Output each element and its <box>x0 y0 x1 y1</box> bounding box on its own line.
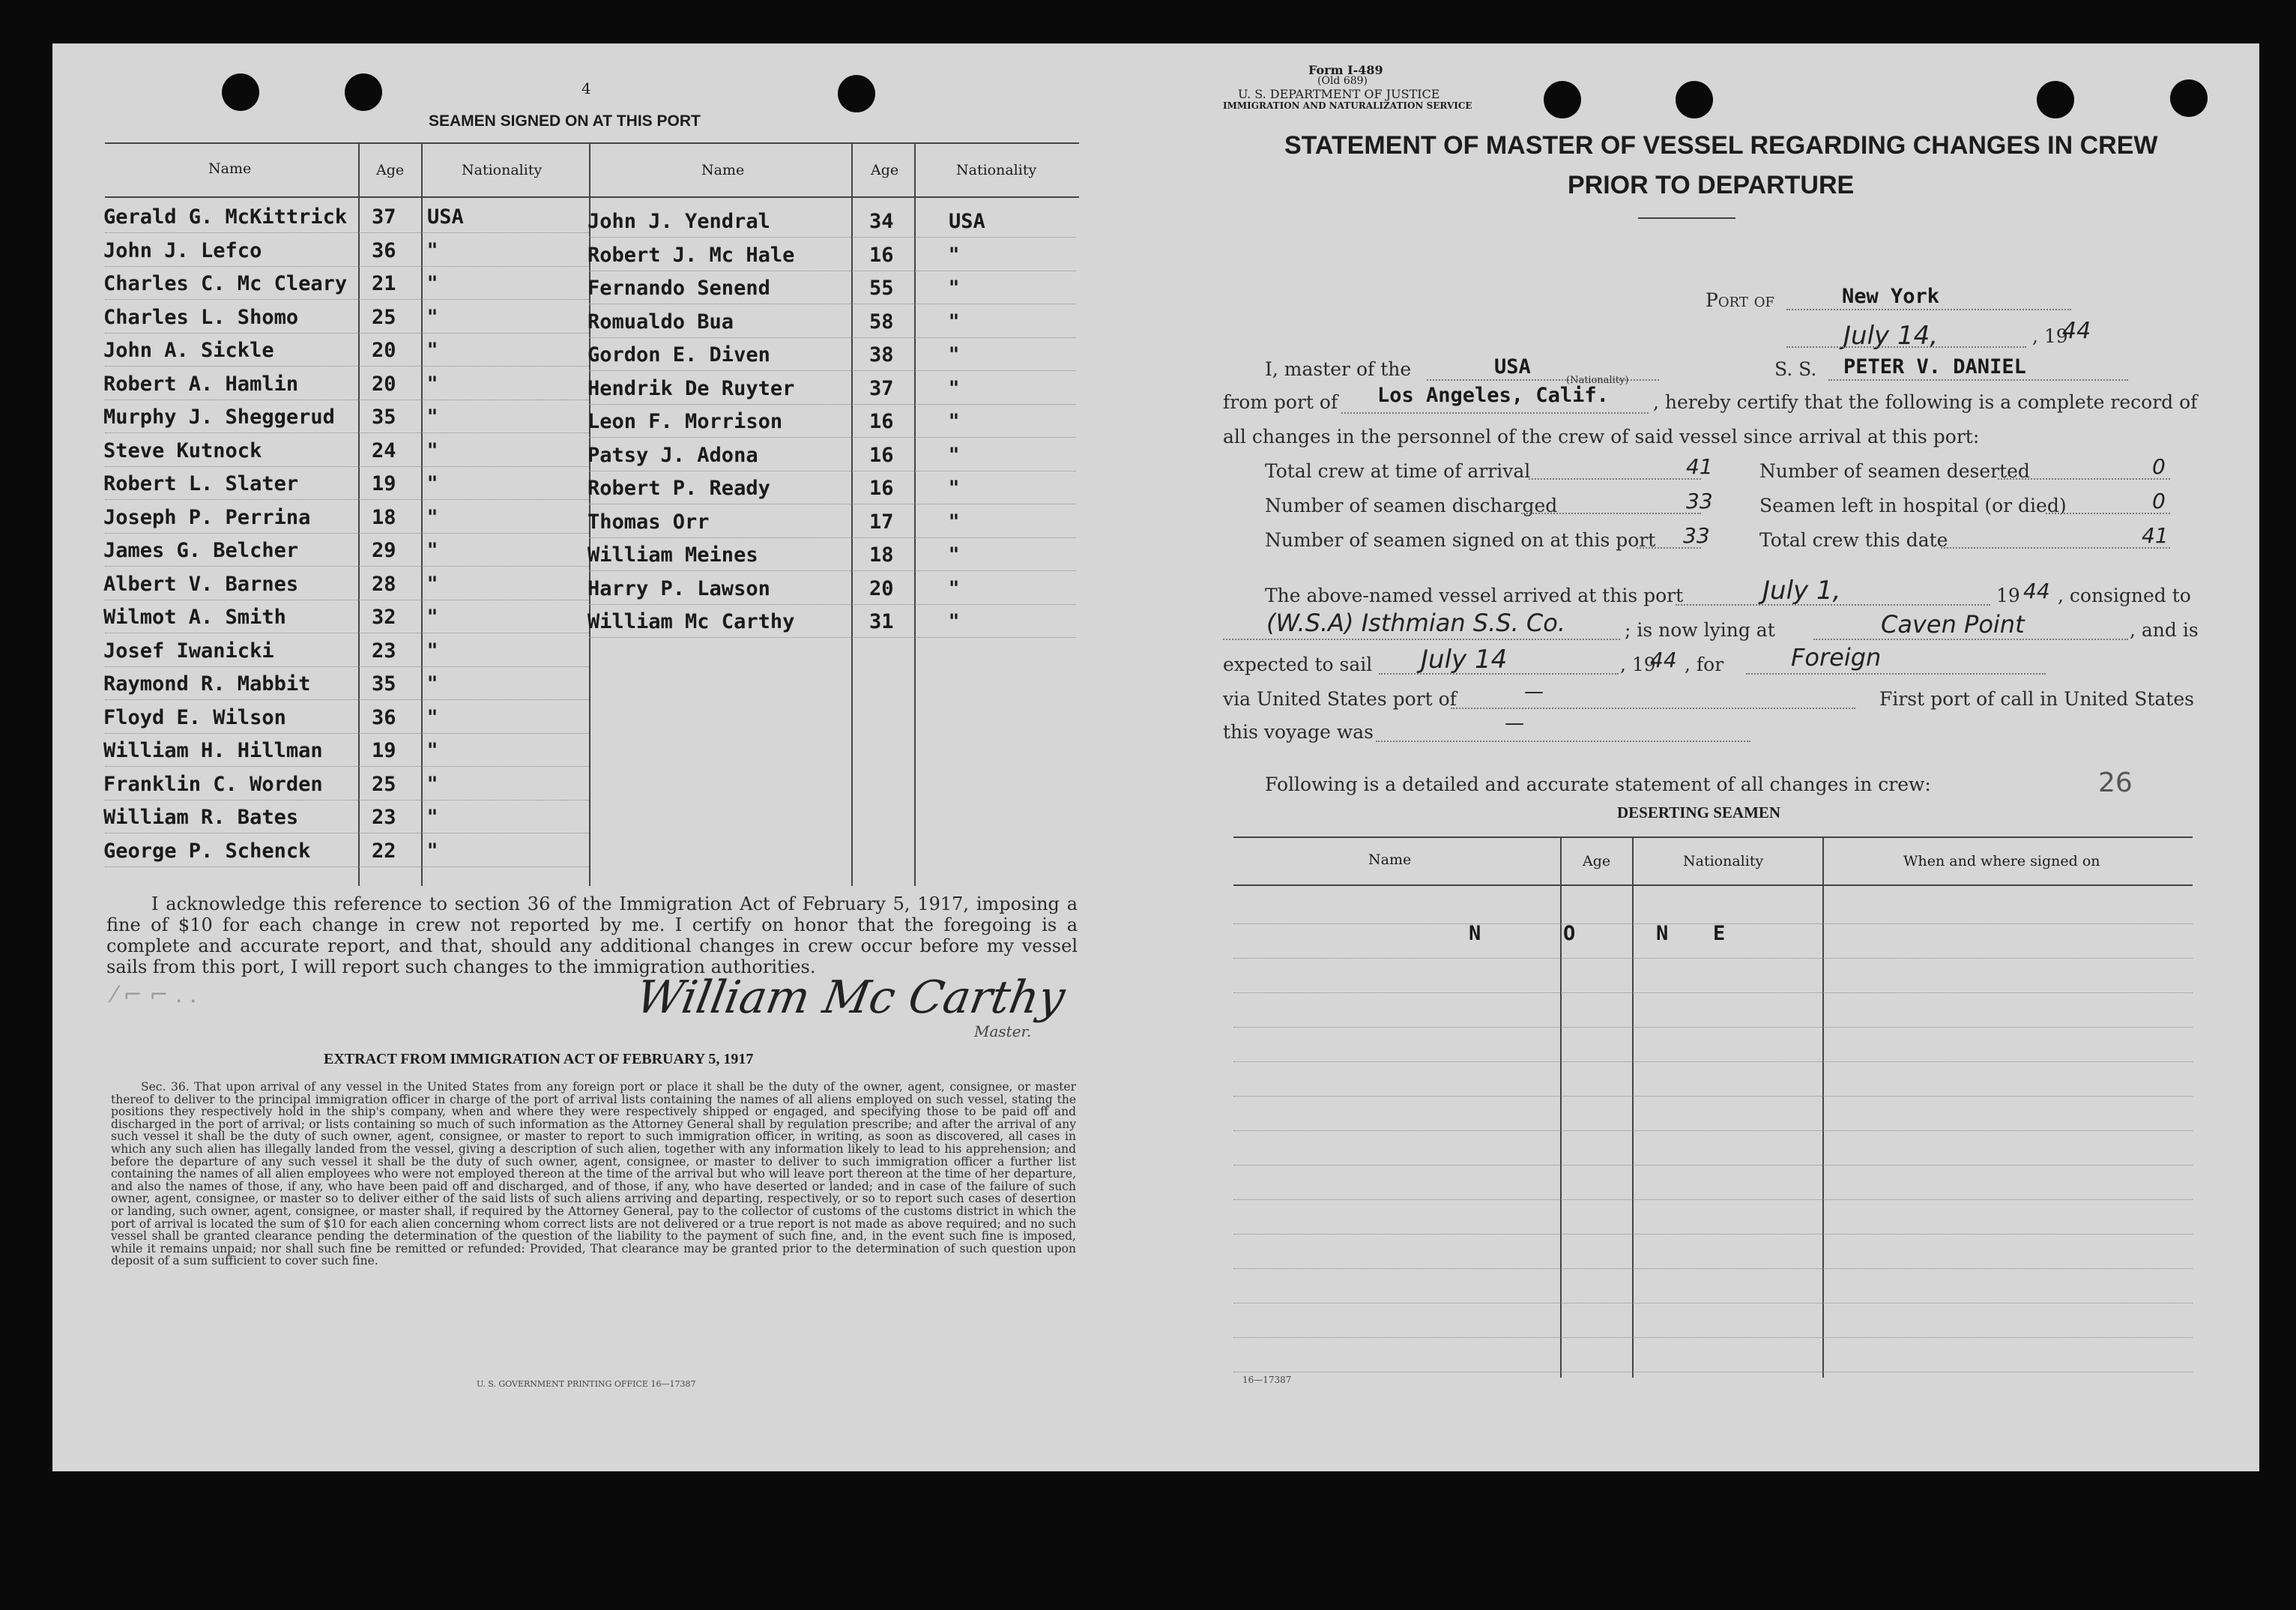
seaman-nationality: " <box>427 238 438 262</box>
row-rule <box>589 404 1076 405</box>
consignee-value: (W.S.A) Isthmian S.S. Co. <box>1266 609 1566 637</box>
form-footer-code: 16—17387 <box>1242 1375 1292 1385</box>
certify-text: , hereby certify that the following is a complete record of <box>1653 391 2198 413</box>
row-rule <box>105 800 589 801</box>
seaman-age: 20 <box>372 372 396 396</box>
seaman-age: 55 <box>869 277 894 300</box>
seaman-name: Albert V. Barnes <box>103 572 299 596</box>
seaman-name: William Mc Carthy <box>587 610 795 633</box>
seaman-nationality: " <box>427 639 438 663</box>
seaman-age: 16 <box>869 443 894 467</box>
port-value: New York <box>1842 285 1940 308</box>
punch-hole <box>222 73 259 111</box>
seaman-age: 25 <box>372 772 396 796</box>
seaman-age: 22 <box>372 839 396 863</box>
desert-row-rule <box>1233 1061 2193 1062</box>
form-title-line-2: PRIOR TO DEPARTURE <box>1568 171 1855 199</box>
voyage-label: this voyage was <box>1223 721 1374 743</box>
first-port-label: First port of call in United States <box>1879 688 2194 710</box>
deserting-title: DESERTING SEAMEN <box>1617 804 1781 821</box>
row-rule <box>105 766 589 767</box>
lying-label: ; is now lying at <box>1625 619 1775 641</box>
seaman-age: 23 <box>372 806 396 829</box>
row-rule <box>105 432 589 433</box>
seaman-age: 18 <box>372 505 396 529</box>
row-rule <box>589 437 1076 438</box>
seaman-age: 17 <box>869 510 894 534</box>
lying-value: Caven Point <box>1881 610 2025 639</box>
row-rule <box>589 237 1076 238</box>
all-changes-text: all changes in the personnel of the crew of said vessel since arrival at this port: <box>1223 426 1980 447</box>
nationality-caption: (Nationality) <box>1566 375 1629 386</box>
seaman-nationality: " <box>949 477 960 500</box>
seaman-nationality: " <box>427 672 438 696</box>
total-arrival-label: Total crew at time of arrival <box>1265 460 1531 482</box>
hospital-value: 0 <box>2152 489 2166 513</box>
row-rule <box>105 499 589 500</box>
seaman-nationality: " <box>427 839 438 863</box>
and-is-label: , and is <box>2130 619 2199 641</box>
signed-label: Number of seamen signed on at this port <box>1265 529 1656 551</box>
row-rule <box>105 333 589 334</box>
seaman-age: 58 <box>869 310 894 334</box>
punch-hole <box>1676 81 1713 118</box>
signature: William Mc Carthy <box>632 971 1069 1024</box>
seaman-name: Robert L. Slater <box>103 472 299 495</box>
seaman-name: Gerald G. McKittrick <box>103 205 348 229</box>
seaman-age: 16 <box>869 477 894 500</box>
seaman-name: Hendrik De Ruyter <box>587 376 795 400</box>
desert-header-age: Age <box>1583 853 1611 869</box>
seamen-signed-title: SEAMEN SIGNED ON AT THIS PORT <box>429 112 701 130</box>
seaman-nationality: " <box>427 339 438 362</box>
seaman-age: 24 <box>372 438 396 462</box>
none-letter-e: E <box>1713 922 1726 945</box>
row-rule <box>105 366 589 367</box>
date-value: July 14, <box>1843 321 1939 351</box>
deserted-label: Number of seamen deserted <box>1759 460 2030 482</box>
ss-label: S. S. <box>1774 358 1817 380</box>
seaman-age: 18 <box>869 543 894 567</box>
department: U. S. DEPARTMENT OF JUSTICE <box>1238 87 1440 101</box>
desert-header-nationality: Nationality <box>1683 853 1764 869</box>
seaman-age: 16 <box>869 243 894 267</box>
seaman-nationality: " <box>949 310 960 334</box>
discharged-value: 33 <box>1686 489 1713 513</box>
seaman-nationality: " <box>427 739 438 762</box>
seaman-name: Thomas Orr <box>587 510 710 534</box>
port-label: Port of <box>1706 289 1775 311</box>
form-title-line-1: STATEMENT OF MASTER OF VESSEL REGARDING CHANGES IN CREW <box>1284 131 2158 160</box>
seaman-age: 37 <box>869 376 894 400</box>
seaman-nationality: " <box>427 472 438 495</box>
seaman-age: 25 <box>372 305 396 329</box>
none-letter-n2: N <box>1656 922 1669 945</box>
desert-row-rule <box>1233 1199 2193 1200</box>
desert-table-header <box>1233 884 2193 886</box>
seaman-nationality: " <box>949 443 960 467</box>
acknowledgement-paragraph: I acknowledge this reference to section 36 of the Immigration Act of February 5, 1917, imposing a fine of $10 for each change in crew not reported by me. I certify on honor that the foregoing is a complete and accurate report, and that, should any additional changes in crew occur before my vessel sails from this port, I will report such changes to the immigration authorities. <box>106 893 1078 977</box>
seaman-nationality: " <box>427 438 438 462</box>
desert-row-rule <box>1233 1337 2193 1338</box>
seaman-name: Wilmot A. Smith <box>103 606 286 629</box>
row-rule <box>105 866 589 867</box>
total-date-value: 41 <box>2142 523 2169 548</box>
seaman-nationality: " <box>949 376 960 400</box>
seaman-nationality: USA <box>949 210 985 233</box>
sail-year-prefix: , 19 <box>1620 654 1656 675</box>
seaman-age: 36 <box>372 238 396 262</box>
row-rule <box>105 299 589 300</box>
seaman-name: Patsy J. Adona <box>587 443 758 467</box>
sail-year-suffix: 44 <box>1650 648 1677 672</box>
seaman-nationality: " <box>427 806 438 829</box>
seaman-name: Charles L. Shomo <box>103 305 299 329</box>
arrived-label: The above-named vessel arrived at this port <box>1265 585 1684 606</box>
seaman-nationality: " <box>949 576 960 600</box>
desert-row-rule <box>1233 992 2193 993</box>
seaman-age: 21 <box>372 272 396 295</box>
seaman-nationality: " <box>949 277 960 300</box>
following-label: Following is a detailed and accurate statement of all changes in crew: <box>1265 774 1931 795</box>
desert-row-rule <box>1233 958 2193 959</box>
expected-label: expected to sail <box>1223 654 1373 675</box>
seaman-nationality: " <box>427 705 438 729</box>
total-date-label: Total crew this date <box>1759 529 1948 551</box>
seaman-age: 19 <box>372 739 396 762</box>
seaman-name: Gordon E. Diven <box>587 343 770 367</box>
row-rule <box>589 370 1076 371</box>
header-nationality-1: Nationality <box>462 162 543 178</box>
punch-hole <box>1544 81 1581 118</box>
for-label: , for <box>1685 654 1724 675</box>
none-letter-o: O <box>1563 922 1576 945</box>
master-of-label: I, master of the <box>1265 358 1412 380</box>
seaman-name: Robert J. Mc Hale <box>587 243 795 267</box>
seaman-name: Raymond R. Mabbit <box>103 672 311 696</box>
desert-row-rule <box>1233 1130 2193 1131</box>
seaman-age: 35 <box>372 405 396 429</box>
form-old-number: (Old 689) <box>1317 75 1368 87</box>
seaman-nationality: " <box>949 410 960 433</box>
discharged-label: Number of seamen discharged <box>1265 495 1558 516</box>
via-label: via United States port of <box>1223 688 1457 710</box>
seaman-age: 28 <box>372 572 396 596</box>
seaman-age: 20 <box>869 576 894 600</box>
header-name-2: Name <box>701 162 745 178</box>
seaman-nationality: " <box>949 543 960 567</box>
year-suffix: 44 <box>2062 318 2091 344</box>
seaman-nationality: " <box>949 343 960 367</box>
extract-text: Sec. 36. That upon arrival of any vessel in the United States from any foreign port or place it shall be the duty of the owner, agent, consignee, or master thereof to deliver to the principal immigration officer in charge of the port of arrival lists containing the names of all aliens employed on such vessel, stating the positions they respectively hold in the ship's company, when and where they were respectively shipped or engaged, and specifying those to be paid off and discharged in the port of arrival; or lists containing so much of such information as the Attorney General shall by regulation prescribe; and after the arrival of any such vessel it shall be the duty of such owner, agent, consignee, or master to report to such immigration officer, in writing, as soon as discovered, all cases in which any such alien has illegally landed from the vessel, giving a description of such alien, together with any information likely to lead to his apprehension; and before the departure of any such vessel it shall be the duty of such owner, agent, consignee, or master to deliver to such immigration officer a further list containing the names of all alien employees who were not employed thereon at the time of the arrival but who will leave port thereon at the time of her departure, and also the names of those, if any, who have been paid off and discharged, and of those, if any, who have deserted or landed; and in case of the failure of such owner, agent, consignee, or master so to deliver either of the said lists of such aliens arriving and departing, respectively, or so to report such cases of desertion or landing, such owner, agent, consignee, or master shall, if required by the Attorney General, pay to the collector of customs of the customs district in which the port of arrival is located the sum of $10 for each alien concerning whom correct lists are not delivered or a true report is not made as above required; and no such vessel shall be granted clearance pending the determination of the question of the liability to the payment of such fine, and, in the event such fine is imposed, while it remains unpaid; nor shall such fine be remitted or refunded: Provided, That clearance may be granted prior to the determination of such question upon deposit of a sum sufficient to cover such fine. <box>111 1080 1076 1268</box>
seaman-name: John J. Lefco <box>103 238 262 262</box>
none-letter-n1: N <box>1469 922 1481 945</box>
header-nationality-2: Nationality <box>956 162 1037 178</box>
punch-hole <box>2170 79 2208 117</box>
seaman-nationality: " <box>949 243 960 267</box>
seaman-nationality: " <box>427 405 438 429</box>
header-age-2: Age <box>871 162 899 178</box>
seaman-nationality: USA <box>427 205 464 229</box>
header-name-1: Name <box>208 160 252 177</box>
seaman-age: 36 <box>372 705 396 729</box>
seaman-nationality: " <box>949 610 960 633</box>
form-number: Form I-489 <box>1308 63 1383 77</box>
signed-value: 33 <box>1683 523 1710 548</box>
from-port-label: from port of <box>1223 391 1338 413</box>
desert-table-top <box>1233 836 2193 838</box>
seaman-name: Franklin C. Worden <box>103 772 323 796</box>
master-label: Master. <box>974 1022 1032 1040</box>
desert-row-rule <box>1233 1027 2193 1028</box>
table-top-rule <box>105 142 1079 144</box>
table-header-rule <box>105 196 1079 198</box>
changes-count: 26 <box>2098 768 2133 798</box>
seaman-name: William Meines <box>587 543 758 567</box>
row-rule <box>105 733 589 734</box>
seaman-age: 32 <box>372 606 396 629</box>
row-rule <box>105 466 589 467</box>
desert-row-rule <box>1233 1165 2193 1166</box>
seaman-nationality: " <box>427 305 438 329</box>
nationality-value: USA <box>1494 355 1531 379</box>
header-age-1: Age <box>376 162 405 178</box>
seaman-name: Joseph P. Perrina <box>103 505 311 529</box>
arrived-value: July 1, <box>1762 576 1841 606</box>
seaman-name: Leon F. Morrison <box>587 410 783 433</box>
seaman-nationality: " <box>427 272 438 295</box>
year-prefix: , 19 <box>2032 325 2068 347</box>
gpo-footer: U. S. GOVERNMENT PRINTING OFFICE 16—17387 <box>477 1379 696 1389</box>
row-rule <box>105 266 589 267</box>
total-arrival-value: 41 <box>1686 454 1713 479</box>
seaman-age: 29 <box>372 539 396 562</box>
seaman-age: 19 <box>372 472 396 495</box>
seaman-nationality: " <box>427 606 438 629</box>
seaman-nationality: " <box>427 572 438 596</box>
seaman-name: Murphy J. Sheggerud <box>103 405 335 429</box>
seaman-name: Josef Iwanicki <box>103 639 274 663</box>
seaman-age: 38 <box>869 343 894 367</box>
punch-hole <box>838 75 875 112</box>
faint-stamp: ⁄ ⌐ ⌐ . . <box>112 982 197 1008</box>
service: IMMIGRATION AND NATURALIZATION SERVICE <box>1223 100 1472 111</box>
seaman-age: 20 <box>372 339 396 362</box>
ship-name: PETER V. DANIEL <box>1843 355 2026 379</box>
seaman-name: Harry P. Lawson <box>587 576 770 600</box>
desert-header-when-where: When and where signed on <box>1903 853 2100 869</box>
row-rule <box>105 666 589 667</box>
seaman-name: William H. Hillman <box>103 739 323 762</box>
seaman-name: Floyd E. Wilson <box>103 705 286 729</box>
row-rule <box>105 533 589 534</box>
seaman-age: 35 <box>372 672 396 696</box>
seaman-nationality: " <box>427 772 438 796</box>
seaman-age: 31 <box>869 610 894 633</box>
seaman-name: Romualdo Bua <box>587 310 734 334</box>
row-rule <box>589 337 1076 338</box>
row-rule <box>589 570 1076 571</box>
seaman-nationality: " <box>427 505 438 529</box>
row-rule <box>105 232 589 233</box>
seaman-name: Charles C. Mc Cleary <box>103 272 348 295</box>
punch-hole <box>2037 81 2074 118</box>
row-rule <box>589 637 1076 638</box>
seaman-age: 37 <box>372 205 396 229</box>
seaman-name: Steve Kutnock <box>103 438 262 462</box>
hospital-label: Seamen left in hospital (or died) <box>1759 495 2067 516</box>
title-underline <box>1638 217 1735 219</box>
sail-date: July 14 <box>1421 645 1508 675</box>
seaman-name: John A. Sickle <box>103 339 274 362</box>
seaman-age: 34 <box>869 210 894 233</box>
seaman-name: George P. Schenck <box>103 839 311 863</box>
extract-title: EXTRACT FROM IMMIGRATION ACT OF FEBRUARY 5, 1917 <box>324 1051 754 1067</box>
seaman-name: John J. Yendral <box>587 210 770 233</box>
arrived-year-prefix: 19 <box>1996 585 2020 606</box>
row-rule <box>105 566 589 567</box>
row-rule <box>105 699 589 700</box>
seaman-nationality: " <box>427 539 438 562</box>
seaman-age: 23 <box>372 639 396 663</box>
page-number: 4 <box>581 79 591 97</box>
seaman-nationality: " <box>427 372 438 396</box>
seaman-name: William R. Bates <box>103 806 299 829</box>
seaman-name: James G. Belcher <box>103 539 299 562</box>
row-rule <box>589 604 1076 605</box>
row-rule <box>589 537 1076 538</box>
seaman-name: Robert A. Hamlin <box>103 372 299 396</box>
deserted-value: 0 <box>2152 454 2166 479</box>
via-value: — <box>1524 681 1544 703</box>
seaman-name: Robert P. Ready <box>587 477 770 500</box>
seaman-nationality: " <box>949 510 960 534</box>
seaman-name: Fernando Senend <box>587 277 770 300</box>
voyage-value: — <box>1505 712 1524 735</box>
for-value: Foreign <box>1791 643 1882 672</box>
seaman-age: 16 <box>869 410 894 433</box>
consigned-label: , consigned to <box>2058 585 2191 606</box>
desert-row-rule <box>1233 1268 2193 1269</box>
arrived-year-suffix: 44 <box>2023 579 2050 603</box>
desert-header-name: Name <box>1368 851 1412 868</box>
punch-hole <box>345 73 382 111</box>
desert-row-rule <box>1233 1096 2193 1097</box>
from-port-value: Los Angeles, Calif. <box>1377 384 1609 407</box>
